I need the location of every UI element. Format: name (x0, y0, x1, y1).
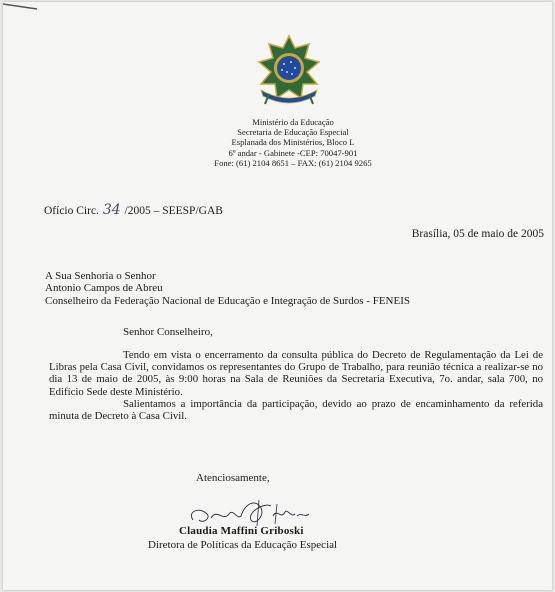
signatory-name: Claudia Maffini Griboski (179, 525, 304, 537)
letter-body (49, 349, 543, 422)
letter-page (3, 2, 552, 590)
letterhead-line: Secretaria de Educação Especial (237, 127, 349, 138)
letterhead-line: 6º andar - Gabinete -CEP: 70047-901 (228, 147, 358, 158)
recipient-line: A Sua Senhoria o Senhor (45, 270, 156, 282)
reference-handwritten-number: 34 (102, 202, 121, 218)
recipient-line: Antonio Campos de Abreu (45, 282, 163, 295)
body-paragraph: Tendo em vista o encerramento da consulta pública do Decreto de Regulamentação da Lei de Libras pela Casa Civil, convidamos os representantes do Grupo de Trabalho, para reunião técnica a realizar-se no dia 13 de maio de 2005, às 9:00 horas na Sala de Reuniões da Secretaria Executiva, 7o. andar, sala 700, no Edifício Sede deste Ministério. (49, 349, 543, 398)
letterhead-line: Esplanada dos Ministérios, Bloco L (231, 137, 355, 148)
signatory-role: Diretora de Políticas da Educação Especial (148, 539, 338, 551)
body-paragraph: Salientamos a importância da participação, devido ao prazo de encaminhamento da referida minuta de Decreto à Casa Civil. (49, 397, 543, 423)
document-reference (44, 202, 223, 218)
closing: Atenciosamente, (196, 472, 270, 484)
recipient-block (45, 270, 410, 307)
letterhead (193, 117, 393, 168)
corner-mark (3, 2, 43, 12)
salutation: Senhor Conselheiro, (123, 326, 213, 338)
reference-prefix: Ofício Circ. (44, 205, 99, 217)
letterhead-line: Fone: (61) 2104 8651 – FAX: (61) 2104 9265 (214, 157, 372, 168)
reference-suffix: /2005 – SEESP/GAB (124, 205, 223, 217)
brazil-coat-of-arms-icon (251, 34, 327, 108)
recipient-line: Conselheiro da Federação Nacional de Educação e Integração de Surdos - FENEIS (45, 294, 410, 307)
letterhead-line: Ministério da Educação (252, 117, 334, 127)
letter-date: Brasília, 05 de maio de 2005 (411, 228, 544, 240)
